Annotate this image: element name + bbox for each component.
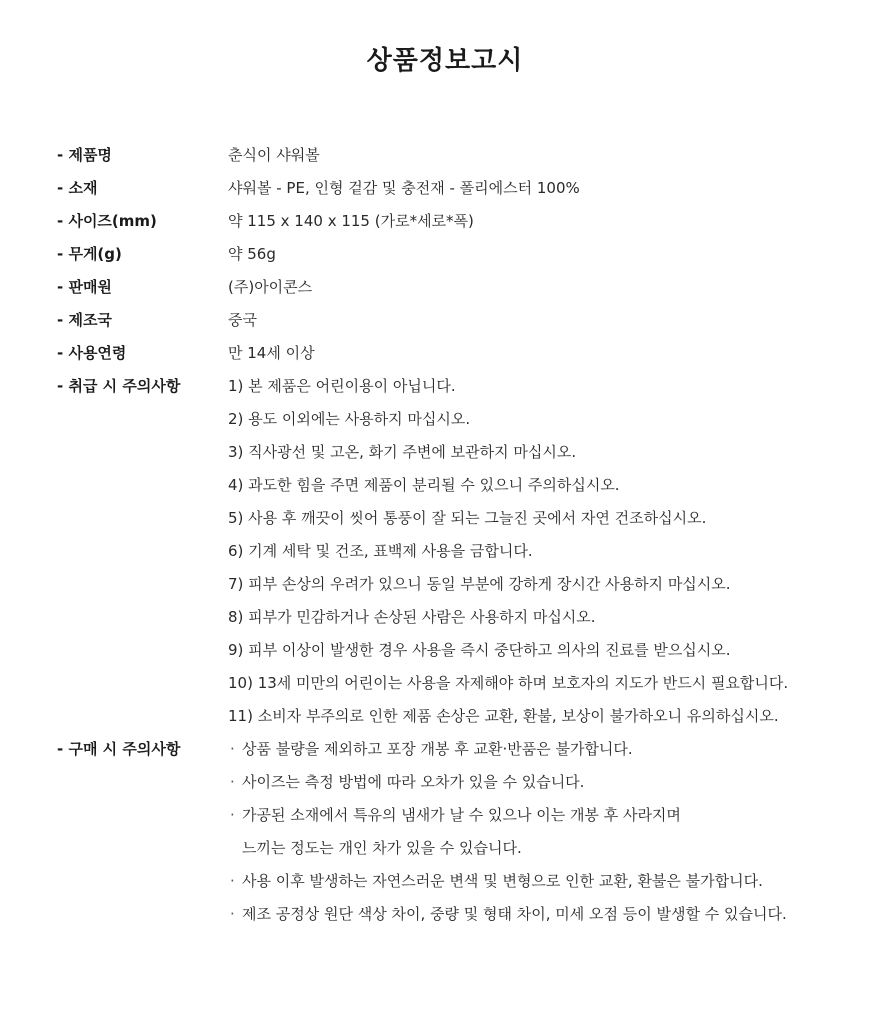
bullet-dot: · <box>230 905 235 923</box>
spec-label: - 제품명 <box>57 146 112 164</box>
spec-label: - 사이즈(mm) <box>57 212 157 230</box>
bullet-dot: · <box>230 773 235 791</box>
handling-item: 8) 피부가 민감하거나 손상된 사람은 사용하지 마십시오. <box>228 608 596 626</box>
handling-section <box>57 374 857 398</box>
spec-row-age <box>57 341 857 365</box>
spec-row-material <box>57 176 857 200</box>
spec-value: 약 115 x 140 x 115 (가로*세로*폭) <box>228 212 474 230</box>
spec-value: 춘식이 샤워볼 <box>228 146 320 164</box>
handling-item: 11) 소비자 부주의로 인한 제품 손상은 교환, 환불, 보상이 불가하오니 유의하십시오. <box>228 707 779 725</box>
handling-item: 6) 기계 세탁 및 건조, 표백제 사용을 금합니다. <box>228 542 533 560</box>
purchase-item-text: 상품 불량을 제외하고 포장 개봉 후 교환·반품은 불가합니다. <box>242 740 633 758</box>
bullet-dot: · <box>230 872 235 890</box>
bullet-dot: · <box>230 806 235 824</box>
spec-label: - 판매원 <box>57 278 112 296</box>
spec-label: - 무게(g) <box>57 245 122 263</box>
purchase-item <box>230 902 787 926</box>
spec-label: - 사용연령 <box>57 344 127 362</box>
spec-label: - 제조국 <box>57 311 112 329</box>
purchase-item-text: 사용 이후 발생하는 자연스러운 변색 및 변형으로 인한 교환, 환불은 불가합니다. <box>242 872 763 890</box>
handling-item: 4) 과도한 힘을 주면 제품이 분리될 수 있으니 주의하십시오. <box>228 476 620 494</box>
purchase-item <box>230 803 681 827</box>
spec-value: (주)아이콘스 <box>228 278 313 296</box>
spec-label: - 소재 <box>57 179 98 197</box>
spec-row-size <box>57 209 857 233</box>
handling-item: 9) 피부 이상이 발생한 경우 사용을 즉시 중단하고 의사의 진료를 받으십시오. <box>228 641 731 659</box>
purchase-item-text: 제조 공정상 원단 색상 차이, 중량 및 형태 차이, 미세 오점 등이 발생할 수 있습니다. <box>242 905 787 923</box>
purchase-item <box>230 869 763 893</box>
purchase-item <box>230 770 584 794</box>
handling-item: 3) 직사광선 및 고온, 화기 주변에 보관하지 마십시오. <box>228 443 577 461</box>
handling-item: 7) 피부 손상의 우려가 있으니 동일 부분에 강하게 장시간 사용하지 마십시오. <box>228 575 731 593</box>
purchase-item-continuation: 느끼는 정도는 개인 차가 있을 수 있습니다. <box>242 839 522 857</box>
purchase-item-text: 사이즈는 측정 방법에 따라 오차가 있을 수 있습니다. <box>242 773 585 791</box>
spec-row-weight <box>57 242 857 266</box>
purchase-item <box>230 737 633 761</box>
spec-value: 만 14세 이상 <box>228 344 315 362</box>
spec-row-product-name <box>57 143 857 167</box>
spec-row-seller <box>57 275 857 299</box>
spec-row-origin <box>57 308 857 332</box>
handling-label: - 취급 시 주의사항 <box>57 377 181 395</box>
purchase-item-text: 가공된 소재에서 특유의 냄새가 날 수 있으나 이는 개봉 후 사라지며 <box>242 806 681 824</box>
handling-item: 1) 본 제품은 어린이용이 아닙니다. <box>228 377 456 395</box>
spec-value: 샤워볼 - PE, 인형 겉감 및 충전재 - 폴리에스터 100% <box>228 179 580 197</box>
page-title: 상품정보고시 <box>366 46 524 76</box>
spec-value: 중국 <box>228 311 257 329</box>
spec-value: 약 56g <box>228 245 276 263</box>
bullet-dot: · <box>230 740 235 758</box>
handling-item: 10) 13세 미만의 어린이는 사용을 자제해야 하며 보호자의 지도가 반드시 필요합니다. <box>228 674 789 692</box>
purchase-label: - 구매 시 주의사항 <box>57 740 181 758</box>
handling-item: 5) 사용 후 깨끗이 씻어 통풍이 잘 되는 그늘진 곳에서 자연 건조하십시오. <box>228 509 707 527</box>
handling-item: 2) 용도 이외에는 사용하지 마십시오. <box>228 410 471 428</box>
